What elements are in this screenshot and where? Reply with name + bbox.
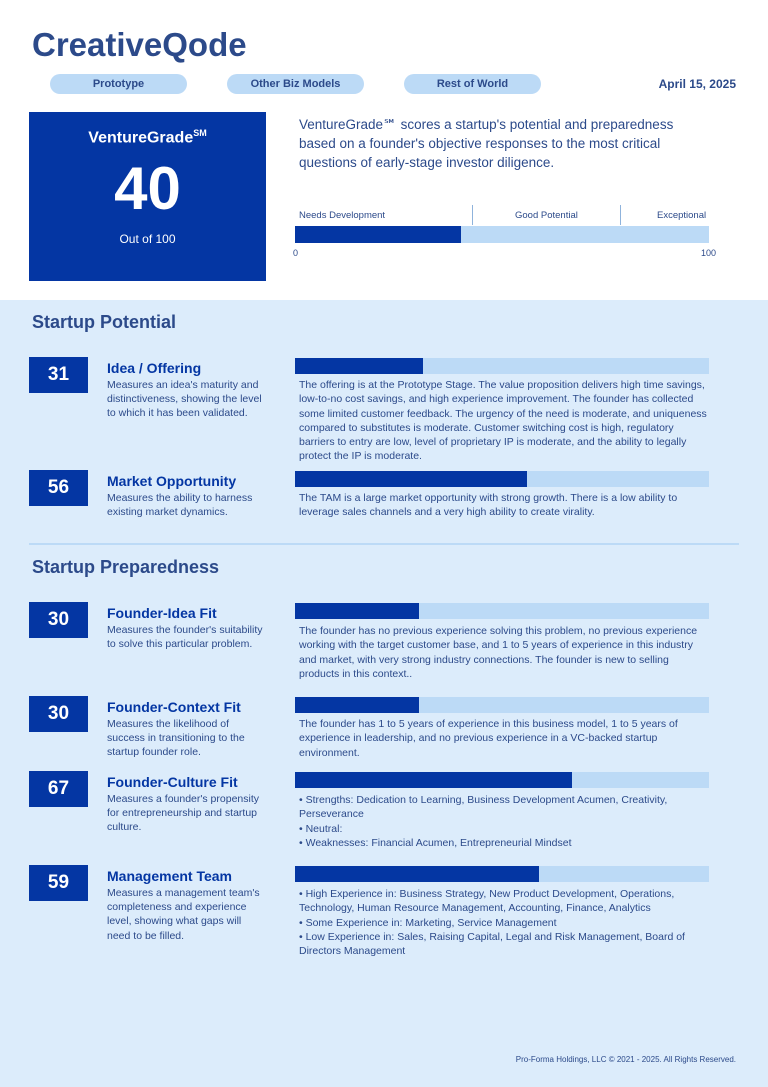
venture-grade-description: VentureGrade℠ scores a startup's potential and preparedness based on a founder's objective responses to the most critical questions of early-stage investor diligence.	[299, 117, 674, 170]
scale-min: 0	[293, 248, 299, 258]
bar-fill-founder-idea-fit	[295, 603, 419, 619]
tag-region: Rest of World	[404, 74, 541, 94]
metric-title-founder-idea-fit: Founder-Idea Fit	[107, 605, 217, 621]
metric-title-management-team: Management Team	[107, 868, 232, 884]
bar-market-opportunity	[295, 471, 709, 487]
bar-founder-culture-fit	[295, 772, 709, 788]
metric-desc-founder-culture-fit: Measures a founder's propensity for entrepreneurship and startup culture.	[107, 793, 260, 834]
metric-text-idea-offering: The offering is at the Prototype Stage. The value proposition delivers high time savings, low-to-no cost savings, and high experience improvement. The founder has collected some limited customer feedback. The urgency of the need is moderate, and uniqueness compared to substitutes is moderate. Customer switching cost is high, regulatory barriers to entry are low, level of proprietary IP is moderate, and the ability to legally protect the IP is moderate.	[299, 379, 707, 463]
list-item: • Some Experience in: Marketing, Service Management	[299, 916, 557, 929]
list-item: • High Experience in: Business Strategy, New Product Development, Operations, Technology, Human Resource Management, Accounting, Finance, Analytics	[299, 888, 675, 915]
company-name: CreativeQode	[32, 26, 247, 63]
overall-score-fill	[295, 226, 461, 243]
list-item: • Weaknesses: Financial Acumen, Entrepreneurial Mindset	[299, 836, 572, 849]
service-mark: SM	[193, 128, 207, 138]
tag-stage: Prototype	[50, 74, 187, 94]
bar-founder-idea-fit	[295, 603, 709, 619]
list-item: • Strengths: Dedication to Learning, Business Development Acumen, Creativity, Perseverance	[299, 794, 668, 821]
list-item: • Low Experience in: Sales, Raising Capital, Legal and Risk Management, Board of Directors Management	[299, 930, 685, 958]
bar-idea-offering	[295, 358, 709, 374]
report-date: April 15, 2025	[658, 77, 736, 91]
scale-label-exceptional: Exceptional	[657, 210, 707, 221]
score-founder-context-fit: 30	[29, 696, 88, 732]
venture-grade-title: VentureGrade℠	[88, 128, 207, 147]
bar-fill-idea-offering	[295, 358, 423, 374]
bar-management-team	[295, 866, 709, 882]
section-title-potential: Startup Potential	[32, 312, 177, 332]
bar-fill-market-opportunity	[295, 471, 527, 487]
bar-founder-context-fit	[295, 697, 709, 713]
score-founder-idea-fit: 30	[29, 602, 88, 638]
metric-title-market-opportunity: Market Opportunity	[107, 473, 237, 489]
metric-text-founder-idea-fit: The founder has no previous experience solving this problem, no previous experience working with the target customer base, and 1 to 5 years of experience in this industry and market, with very strong industry connections. The founder is new to selling products in this context..	[299, 625, 698, 680]
venture-grade-score: 40	[114, 155, 181, 223]
scale-divider	[620, 205, 621, 225]
bar-fill-founder-context-fit	[295, 697, 419, 713]
metric-desc-market-opportunity: Measures the ability to harness existing market dynamics.	[107, 492, 253, 519]
metric-desc-management-team: Measures a management team's completeness and experience level, showing what gaps will need to be filled.	[107, 887, 260, 942]
venture-grade-out-of: Out of 100	[119, 232, 176, 247]
score-idea-offering: 31	[29, 357, 88, 393]
metric-title-founder-context-fit: Founder-Context Fit	[107, 699, 241, 715]
scale-max: 100	[701, 248, 717, 258]
metric-desc-founder-context-fit: Measures the likelihood of success in transitioning to the startup founder role.	[107, 718, 245, 759]
metric-text-market-opportunity: The TAM is a large market opportunity with strong growth. There is a low ability to leverage sales channels and a very high ability to create virality.	[299, 492, 678, 519]
section-title-preparedness: Startup Preparedness	[32, 557, 220, 577]
bar-fill-founder-culture-fit	[295, 772, 572, 788]
scale-label-needs-development: Needs Development	[299, 210, 386, 221]
metric-list-founder-culture-fit	[299, 793, 709, 850]
score-management-team: 59	[29, 865, 88, 901]
tag-business-model: Other Biz Models	[227, 74, 364, 94]
footer-copyright: Pro-Forma Holdings, LLC © 2021 - 2025. All Rights Reserved.	[515, 1055, 736, 1064]
list-item: • Neutral:	[299, 822, 343, 835]
bar-fill-management-team	[295, 866, 539, 882]
metric-desc-founder-idea-fit: Measures the founder's suitability to solve this particular problem.	[107, 624, 263, 651]
score-founder-culture-fit: 67	[29, 771, 88, 807]
overall-score-bar	[295, 226, 709, 243]
scale-divider	[472, 205, 473, 225]
metric-text-founder-context-fit: The founder has 1 to 5 years of experience in this business model, 1 to 5 years of experience in leadership, and no previous experience in a VC-backed startup environment.	[299, 718, 678, 759]
venture-grade-card	[29, 112, 266, 281]
score-market-opportunity: 56	[29, 470, 88, 506]
section-divider	[29, 543, 739, 545]
metric-title-idea-offering: Idea / Offering	[107, 360, 202, 376]
metric-desc-idea-offering: Measures an idea's maturity and distinctiveness, showing the level to which it has been validated.	[107, 379, 262, 420]
metric-title-founder-culture-fit: Founder-Culture Fit	[107, 774, 238, 790]
scale-label-good-potential: Good Potential	[515, 210, 578, 221]
metric-list-management-team	[299, 887, 709, 958]
